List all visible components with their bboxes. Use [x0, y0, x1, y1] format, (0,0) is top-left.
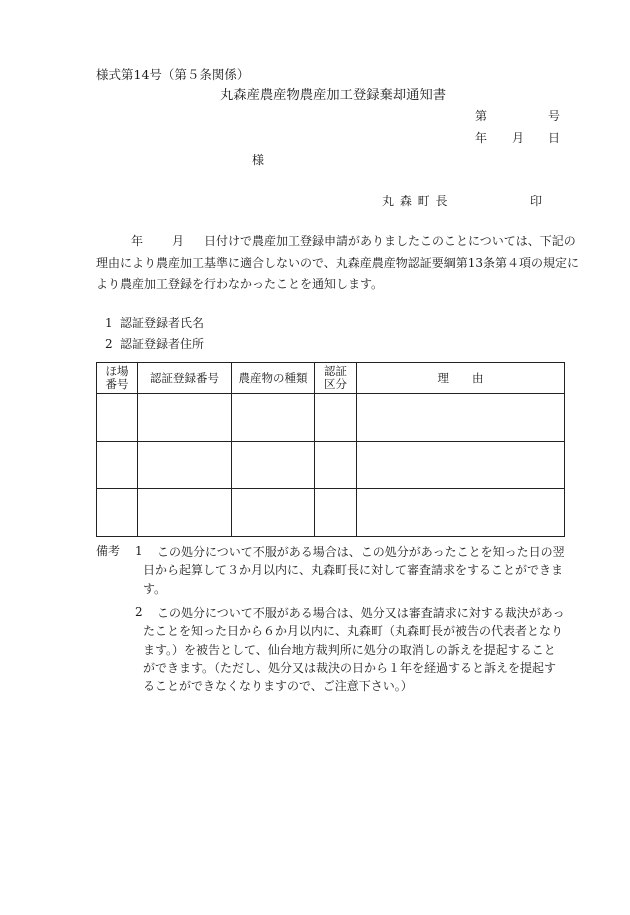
remark-line: す。: [143, 581, 167, 596]
table-cell: [138, 489, 232, 537]
header-field-number: [97, 363, 138, 394]
header-line: ほ場: [105, 364, 129, 378]
remark-number: 2: [135, 605, 143, 619]
item-label-registrant-name: 認証登録者氏名: [120, 316, 205, 330]
body-year-label: 年: [131, 234, 144, 248]
remark-line: この処分について不服がある場合は、処分又は審査請求に対する裁決があっ: [157, 606, 565, 620]
table-row: [97, 489, 565, 537]
table-row: [97, 442, 565, 489]
table-cell: [97, 489, 138, 537]
header-line: 農産物の種類: [238, 370, 308, 385]
remark-item-2: [143, 604, 623, 695]
table-cell: [315, 489, 357, 537]
remark-line: ができます。（ただし、処分又は裁決の日から１年を経過すると訴えを提起す: [143, 660, 557, 675]
form-number: 様式第14号（第５条関係）: [96, 67, 250, 82]
body-line-3: より農産加工登録を行わなかったことを通知します。: [96, 277, 384, 291]
header-line: 認証: [324, 364, 347, 378]
body-line-1: 日付けで農産加工登録申請がありましたこのことについては、下記の: [204, 234, 576, 248]
addressee-honorific: 様: [252, 153, 265, 167]
table-cell: [138, 442, 232, 489]
seal-mark: 印: [530, 194, 543, 208]
table-cell: [315, 442, 357, 489]
table-cell: [232, 489, 315, 537]
table-cell: [232, 394, 315, 442]
date-day-label: 日: [548, 131, 561, 145]
table-header-row: [97, 363, 565, 394]
header-reason: [357, 363, 565, 394]
header-product-type: [232, 363, 315, 394]
date-month-label: 月: [512, 131, 525, 145]
table-cell: [357, 394, 565, 442]
item-label-registrant-address: 認証登録者住所: [120, 337, 205, 351]
registration-table: [96, 362, 565, 537]
item-number: 2: [105, 337, 113, 351]
header-line: 区分: [324, 377, 347, 391]
header-line: 認証登録番号: [150, 370, 219, 385]
remark-item-1: [143, 543, 623, 598]
doc-number-suffix: 号: [548, 109, 561, 123]
table-cell: [232, 442, 315, 489]
body-month-label: 月: [172, 234, 185, 248]
header-line: 理 由: [437, 370, 484, 385]
doc-number-prefix: 第: [475, 109, 488, 123]
remark-number: 1: [135, 544, 143, 558]
date-year-label: 年: [475, 131, 488, 145]
remark-line: 日から起算して３か月以内に、丸森町長に対して審査請求をすることができま: [143, 563, 564, 578]
header-certification-category: [315, 363, 357, 394]
table-cell: [97, 442, 138, 489]
body-line-2: 理由により農産加工基準に適合しないので、丸森産農産物認証要綱第13条第４項の規定に: [96, 256, 580, 270]
table-row: [97, 394, 565, 442]
table-cell: [315, 394, 357, 442]
table-cell: [357, 489, 565, 537]
sender-name: 丸 森 町 長: [382, 194, 449, 208]
remark-line: ます。）を被告として、仙台地方裁判所に処分の取消しの訴えを提起すること: [143, 642, 556, 657]
table-cell: [138, 394, 232, 442]
remark-line: たことを知った日から６か月以内に、丸森町（丸森町長が被告の代表者となり: [143, 624, 564, 639]
header-registration-number: [138, 363, 232, 394]
remark-line: この処分について不服がある場合は、この処分があったことを知った日の翌: [157, 545, 565, 559]
header-line: 番号: [105, 377, 129, 391]
remarks-label: 備考: [96, 544, 121, 558]
document-title: 丸森産農産物農産加工登録棄却通知書: [220, 88, 447, 103]
remark-line: ることができなくなりますので、ご注意下さい。）: [143, 679, 413, 694]
item-number: 1: [105, 316, 113, 330]
table-cell: [357, 442, 565, 489]
table-cell: [97, 394, 138, 442]
